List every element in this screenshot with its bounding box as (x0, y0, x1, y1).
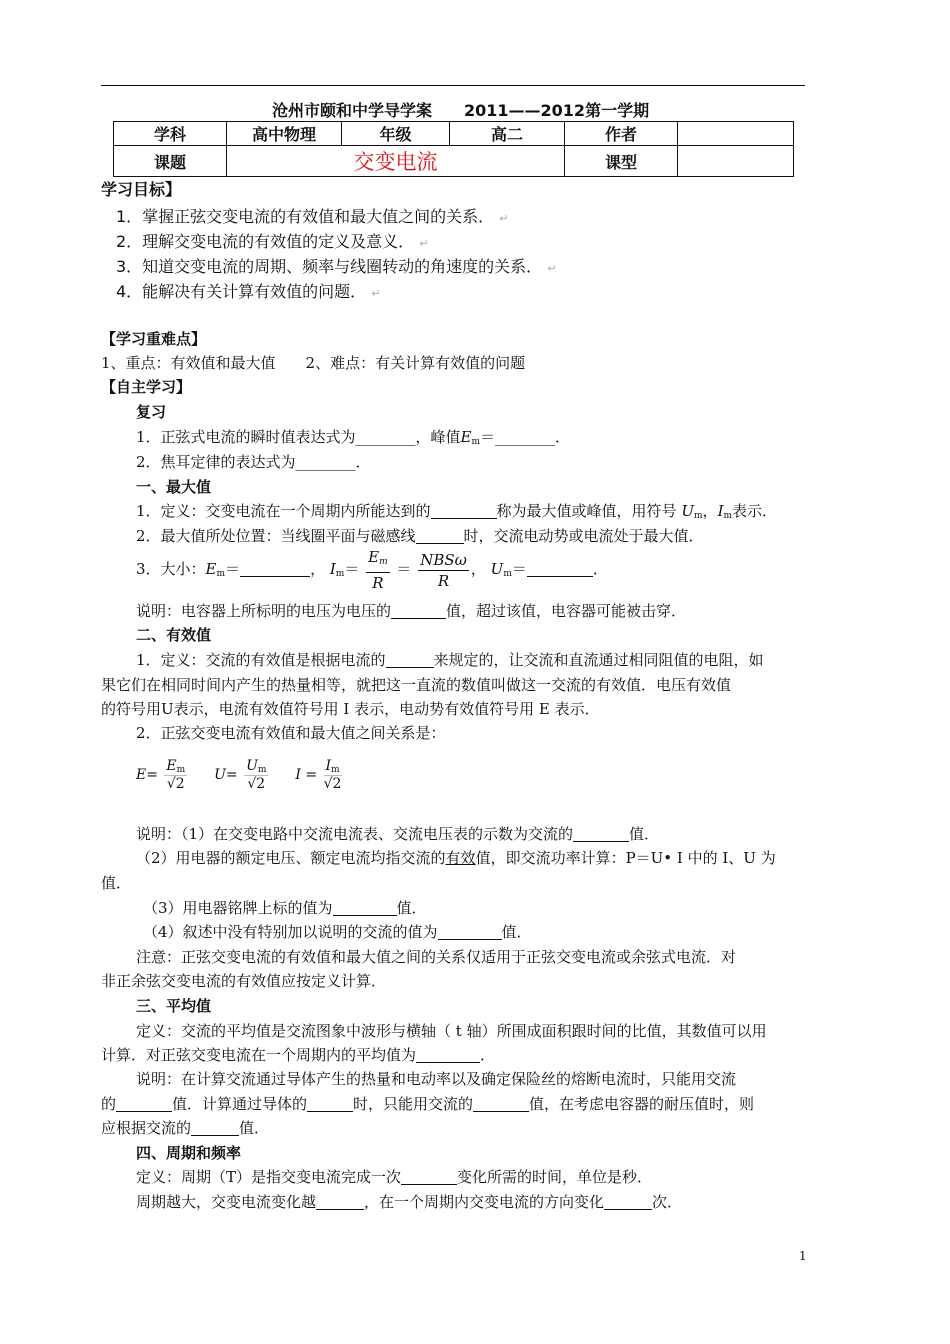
fill-blank[interactable] (573, 826, 629, 842)
magnitude-line (136, 547, 608, 593)
subscript-m: m (257, 765, 267, 775)
fill-blank[interactable] (527, 561, 593, 577)
text: 1．定义：交流的有效值是根据电流的 (136, 651, 386, 669)
review-line-2: 2．焦耳定律的表达式为________． (136, 453, 371, 471)
text: 时，交流电动势或电流处于最大值． (463, 527, 704, 545)
difficulties-heading: 【学习重难点】 (101, 330, 207, 348)
fill-blank[interactable] (438, 924, 502, 940)
text: 说明：电容器上所标明的电压为电压的 (136, 602, 392, 620)
enter-mark: ↵ (547, 262, 557, 275)
cell-type-value (678, 146, 794, 177)
paragraph (136, 823, 659, 844)
formula-label: U= (214, 767, 238, 783)
text: 3．大小： (136, 560, 206, 578)
top-rule (101, 85, 805, 86)
text: （4）叙述中没有特别加以说明的交流的值为 (143, 923, 438, 941)
paragraph (136, 500, 777, 521)
fraction-numerator (164, 758, 187, 776)
goal-text: 3．知道交变电流的周期、频率与线圈转动的角速度的关系． (116, 257, 543, 276)
fill-blank[interactable] (401, 1169, 457, 1185)
text: ＝ (344, 560, 360, 578)
fraction-denominator: √2 (323, 776, 342, 792)
fill-blank[interactable] (604, 1194, 652, 1210)
symbol-e: E (166, 758, 177, 774)
fill-blank[interactable] (473, 1096, 529, 1112)
symbol-u: U (246, 758, 258, 774)
paragraph (136, 600, 686, 621)
fill-blank[interactable] (431, 503, 497, 519)
paragraph (136, 525, 704, 546)
goal-text: 2．理解交变电流的有效值的定义及意义． (116, 232, 415, 251)
fraction-denominator: R (437, 571, 450, 590)
fill-blank[interactable] (416, 528, 464, 544)
text: 称为最大值或峰值，用符号 (496, 502, 677, 520)
text: ， (470, 560, 486, 578)
paragraph (136, 649, 764, 670)
fraction-numerator (366, 547, 390, 573)
cell-author-label: 作者 (565, 122, 678, 146)
fraction-em-over-sqrt2 (164, 758, 187, 792)
fill-blank[interactable] (386, 652, 434, 668)
fill-blank[interactable] (116, 1096, 172, 1112)
formula-label: E= (136, 767, 158, 783)
text: 值． (629, 825, 660, 843)
fraction-denominator: R (372, 574, 384, 592)
symbol-i: I (325, 758, 332, 774)
cell-grade-value: 高二 (450, 122, 565, 146)
text: 值． (396, 899, 427, 917)
paragraph (101, 1117, 269, 1138)
fill-blank[interactable] (316, 1194, 364, 1210)
goal-text: 1．掌握正弦交变电流的有效值和最大值之间的关系． (116, 207, 495, 226)
symbol-i: I (329, 560, 336, 578)
symbol-u: U (490, 560, 504, 578)
header-row (114, 146, 794, 177)
enter-mark: ↵ (371, 287, 381, 300)
paragraph: 2．正弦交变电流有效值和最大值之间关系是： (136, 724, 446, 742)
text: 时，只能用交流的 (353, 1095, 474, 1113)
subscript-m: m (723, 511, 733, 521)
subscript-m: m (331, 765, 340, 775)
fill-blank[interactable] (416, 1047, 480, 1063)
text: E (368, 548, 380, 566)
cell-type-label: 课型 (565, 146, 678, 177)
doc-title: 沧州市颐和中学导学案 2011——2012第一学期 (272, 101, 650, 120)
paragraph (101, 1044, 495, 1065)
fraction-denominator: √2 (166, 776, 185, 792)
goal-text: 4．能解决有关计算有效值的问题． (116, 282, 367, 301)
text: （2）用电器的额定电压、额定电流均指交流的 (136, 849, 446, 867)
text: 2．最大值所处位置：当线圈平面与磁感线 (136, 527, 416, 545)
text: ， (310, 560, 326, 578)
fraction-numerator (244, 758, 268, 776)
paragraph: 的符号用U表示，电流有效值符号用 I 表示，电动势有效值符号用 E 表示． (101, 700, 600, 718)
fraction-denominator: √2 (247, 776, 266, 792)
fill-blank[interactable] (391, 603, 446, 619)
cell-topic-label: 课题 (114, 146, 227, 177)
enter-mark: ↵ (499, 212, 509, 225)
goal-item (116, 229, 429, 252)
subscript-m: m (379, 557, 388, 567)
paragraph: 注意：正弦交变电流的有效值和最大值之间的关系仅适用于正弦交变电流或余弦式电流．对 (136, 948, 737, 966)
fill-blank[interactable] (333, 900, 397, 916)
symbol-u: U (681, 502, 694, 520)
fill-blank[interactable] (240, 561, 310, 577)
paragraph: 值． (101, 874, 132, 892)
difficulties-text: 1、重点：有效值和最大值 2、难点：有关计算有效值的问题 (101, 354, 526, 372)
subscript-m: m (335, 569, 345, 579)
text: 值．计算通过导体的 (172, 1095, 308, 1113)
underlined-text: 有效 (445, 849, 476, 867)
subscript-m: m (694, 511, 703, 521)
fill-blank[interactable] (191, 1120, 239, 1136)
page-number: 1 (799, 1249, 807, 1263)
text: 来规定的，让交流和直流通过相同阻值的电阻，如 (433, 651, 764, 669)
text: 值． (501, 923, 532, 941)
fraction-numerator: NBSω (420, 550, 467, 569)
text: 说明：（1）在交变电路中交流电流表、交流电压表的示数为交流的 (136, 825, 574, 843)
paragraph (101, 1093, 754, 1114)
text: 1．定义：交变电流在一个周期内所能达到的 (136, 502, 431, 520)
paragraph (136, 1166, 652, 1187)
section-heading: 二、有效值 (136, 626, 212, 644)
paragraph: 定义：交流的平均值是交流图象中波形与横轴（ t 轴）所围成面积跟时间的比值，其数值可以用 (136, 1022, 767, 1040)
text: ＝ (225, 560, 241, 578)
cell-author-value (678, 122, 794, 146)
subscript-m: m (471, 437, 481, 447)
text: 周期越大，交变电流变化越 (136, 1193, 317, 1211)
fraction-nbs-over-r (418, 550, 469, 591)
review-text: 1．正弦式电流的瞬时值表达式为________，峰值 (136, 428, 461, 446)
text: 的 (101, 1095, 117, 1113)
subscript-m: m (176, 765, 186, 775)
cell-subject-value: 高中物理 (227, 122, 342, 146)
text: ＝ (511, 560, 527, 578)
paragraph (143, 921, 532, 942)
fill-blank[interactable] (307, 1096, 353, 1112)
goal-item (116, 254, 557, 277)
fraction-im-over-sqrt2 (324, 758, 342, 792)
cell-topic-value: 交变电流 (227, 146, 565, 177)
text: （3）用电器铭牌上标的值为 (143, 899, 333, 917)
cell-subject-label: 学科 (114, 122, 227, 146)
symbol-e: E (205, 560, 217, 578)
text: 变化所需的时间，单位是秒． (457, 1168, 653, 1186)
review-text: ＝________． (480, 428, 571, 446)
fraction-numerator (324, 758, 342, 776)
text: ． (480, 1046, 496, 1064)
self-study-heading: 【自主学习】 (101, 378, 192, 396)
section-heading: 四、周期和频率 (136, 1144, 242, 1162)
header-table (113, 121, 794, 177)
subscript-m: m (503, 569, 512, 579)
review-heading: 复习 (136, 403, 167, 421)
symbol-e: E (460, 428, 472, 446)
text: 值，超过该值，电容器可能被击穿． (446, 602, 687, 620)
text: ． (592, 560, 608, 578)
paragraph (136, 1191, 682, 1212)
text: 应根据交流的 (101, 1119, 192, 1137)
symbol-i: I (717, 502, 724, 520)
text: ＝ (396, 560, 412, 578)
paragraph (143, 897, 427, 918)
paragraph (136, 847, 776, 868)
text: 值，在考虑电容器的耐压值时，则 (529, 1095, 755, 1113)
text: ，在一个周期内交变电流的方向变化 (364, 1193, 605, 1211)
formula-label: I = (295, 767, 318, 783)
cell-grade-label: 年级 (342, 122, 450, 146)
goal-item (116, 204, 509, 227)
text: ， (702, 502, 718, 520)
review-line-1 (136, 426, 570, 447)
paragraph: 说明：在计算交流通过导体产生的热量和电动率以及确定保险丝的熔断电流时，只能用交流 (136, 1070, 737, 1088)
section-heading: 三、平均值 (136, 997, 212, 1015)
text: 次． (652, 1193, 683, 1211)
header-row (114, 122, 794, 146)
rms-formulas (136, 758, 342, 792)
paragraph: 果它们在相同时间内产生的热量相等，就把这一直流的数值叫做这一交流的有效值．电压有效值 (101, 676, 732, 694)
goals-heading: 学习目标】 (101, 180, 182, 199)
enter-mark: ↵ (419, 237, 429, 250)
text: 表示． (732, 502, 778, 520)
paragraph: 非正余弦交变电流的有效值应按定义计算． (101, 972, 387, 990)
fraction-em-over-r (366, 547, 390, 593)
subscript-m: m (216, 569, 226, 579)
text: 计算．对正弦交变电流在一个周期内的平均值为 (101, 1046, 417, 1064)
text: 定义：周期（T）是指交变电流完成一次 (136, 1168, 402, 1186)
fraction-um-over-sqrt2 (244, 758, 268, 792)
text: 值． (239, 1119, 270, 1137)
goal-item (116, 279, 381, 302)
text: 值，即交流功率计算：P＝U• I 中的 I、U 为 (475, 849, 776, 867)
section-heading: 一、最大值 (136, 478, 212, 496)
